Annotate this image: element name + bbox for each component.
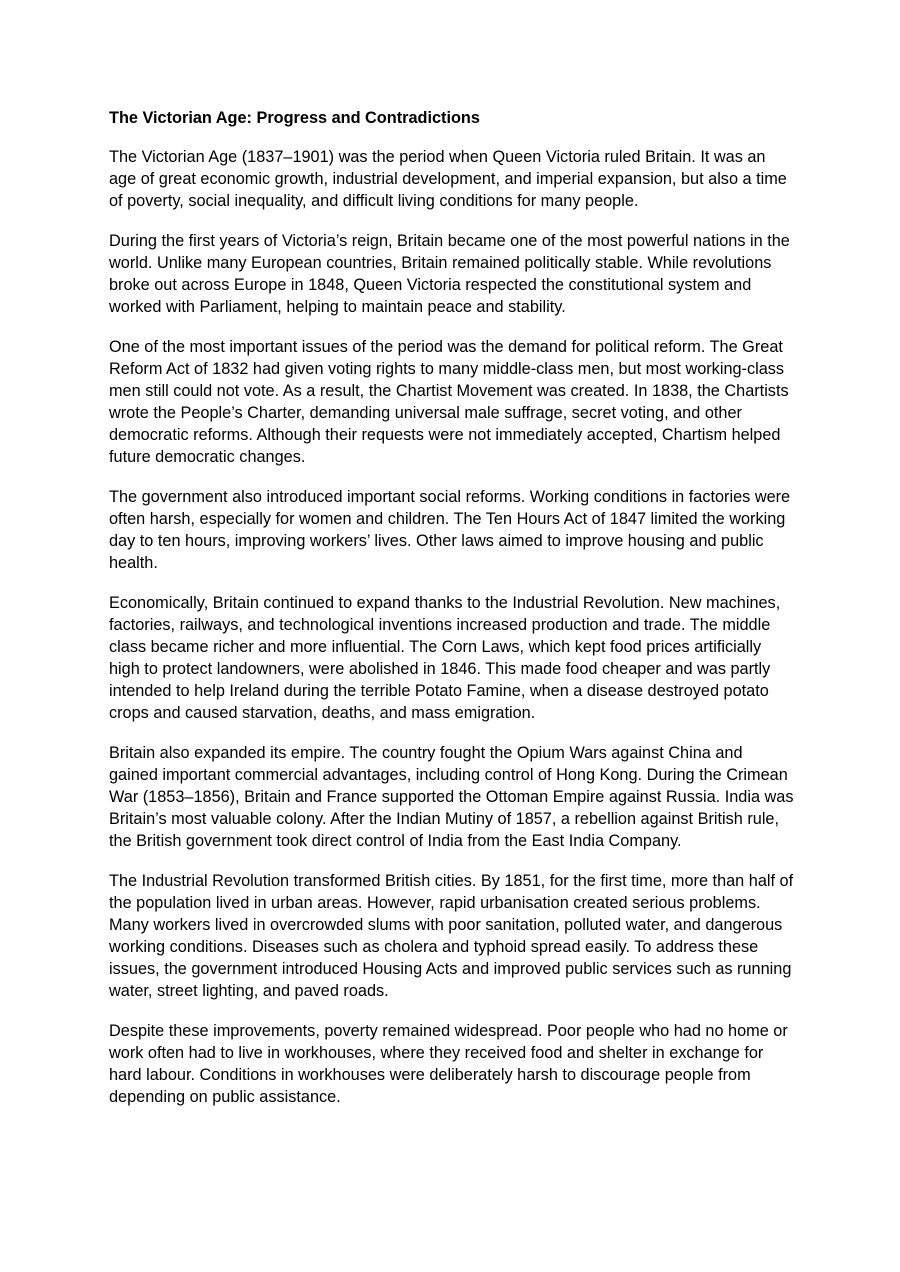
document-page (109, 107, 795, 1126)
paragraph-intro: The Victorian Age (1837–1901) was the period when Queen Victoria ruled Britain. It was an age of great economic growth, industrial development, and imperial expansion, but also a time of poverty, social inequality, and difficult living conditions for many people. (109, 148, 787, 210)
paragraph-social-reforms: The government also introduced important social reforms. Working conditions in factories were often harsh, especially for women and children. The Ten Hours Act of 1847 limited the working day to ten hours, improving workers’ lives. Other laws aimed to improve housing and public health. (109, 488, 791, 572)
paragraph-political-reform: One of the most important issues of the period was the demand for political reform. The Great Reform Act of 1832 had given voting rights to many middle-class men, but most working-class men still could not vote. As a result, the Chartist Movement was created. In 1838, the Chartists wrote the People’s Charter, demanding universal male suffrage, secret voting, and other democratic reforms. Although their requests were not immediately accepted, Chartism helped future democratic changes. (109, 338, 789, 466)
paragraph-poverty: Despite these improvements, poverty remained widespread. Poor people who had no home or work often had to live in workhouses, where they received food and shelter in exchange for hard labour. Conditions in workhouses were deliberately harsh to discourage people from depending on public assistance. (109, 1022, 788, 1106)
paragraph-economy: Economically, Britain continued to expand thanks to the Industrial Revolution. New machines, factories, railways, and technological inventions increased production and trade. The middle class became richer and more influential. The Corn Laws, which kept food prices artificially high to protect landowners, were abolished in 1846. This made food cheaper and was partly intended to help Ireland during the terrible Potato Famine, when a disease destroyed potato crops and caused starvation, deaths, and mass emigration. (109, 594, 781, 722)
paragraph-urbanisation: The Industrial Revolution transformed British cities. By 1851, for the first time, more than half of the population lived in urban areas. However, rapid urbanisation created serious problems. Many workers lived in overcrowded slums with poor sanitation, polluted water, and dangerous working conditions. Diseases such as cholera and typhoid spread easily. To address these issues, the government introduced Housing Acts and improved public services such as running water, street lighting, and paved roads. (109, 872, 794, 1000)
paragraph-empire: Britain also expanded its empire. The country fought the Opium Wars against China and gained important commercial advantages, including control of Hong Kong. During the Crimean War (1853–1856), Britain and France supported the Ottoman Empire against Russia. India was Britain’s most valuable colony. After the Indian Mutiny of 1857, a rebellion against British rule, the British government took direct control of India from the East India Company. (109, 744, 794, 850)
paragraph-political-stability: During the first years of Victoria’s reign, Britain became one of the most powerful nations in the world. Unlike many European countries, Britain remained politically stable. While revolutions broke out across Europe in 1848, Queen Victoria respected the constitutional system and worked with Parliament, helping to maintain peace and stability. (109, 232, 790, 316)
document-title: The Victorian Age: Progress and Contradictions (109, 109, 480, 127)
